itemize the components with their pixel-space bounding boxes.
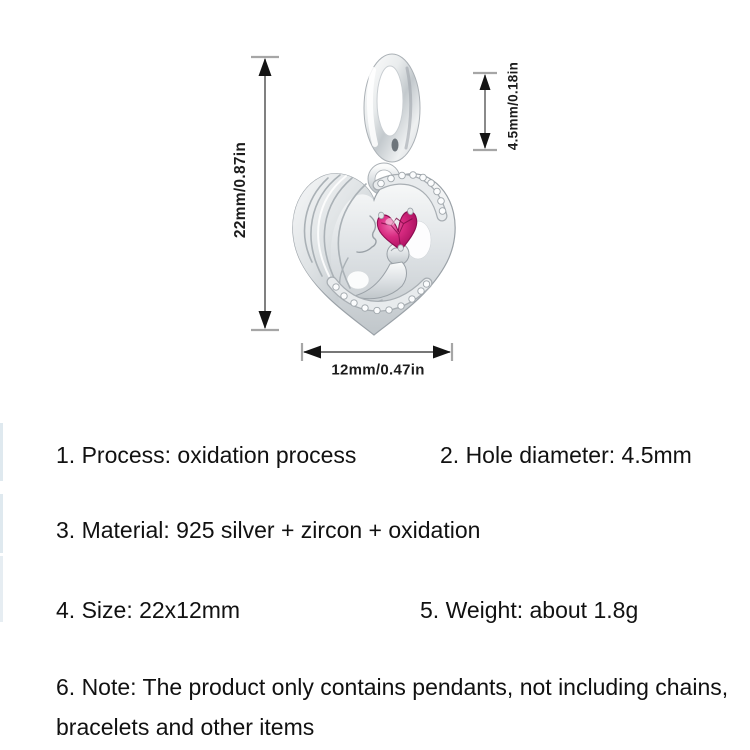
spec-size: 4. Size: 22x12mm (56, 597, 241, 623)
spec-hole-diameter: 2. Hole diameter: 4.5mm (440, 442, 692, 468)
left-edge-artifact (0, 494, 3, 553)
hole-dimension-label: 4.5mm/0.18in (505, 61, 521, 151)
spec-note-line2: bracelets and other items (56, 714, 315, 740)
left-edge-artifact (0, 556, 3, 622)
heart-charm (293, 172, 455, 335)
spec-note-line1: 6. Note: The product only contains pendants, not including chains, (56, 674, 729, 700)
pendant-photo (278, 48, 473, 348)
hole-dimension-arrow (467, 63, 507, 161)
spec-weight: 5. Weight: about 1.8g (420, 597, 639, 623)
spec-material: 3. Material: 925 silver + zircon + oxidation (56, 517, 481, 543)
width-dimension-arrow (294, 340, 464, 362)
bail-clasp (364, 54, 420, 162)
width-dimension-label: 12mm/0.47in (331, 361, 425, 379)
spec-process: 1. Process: oxidation process (56, 442, 357, 468)
openwork-cutout (347, 271, 369, 289)
left-edge-artifact (0, 423, 3, 481)
height-dimension-label: 22mm/0.87in (232, 141, 249, 239)
